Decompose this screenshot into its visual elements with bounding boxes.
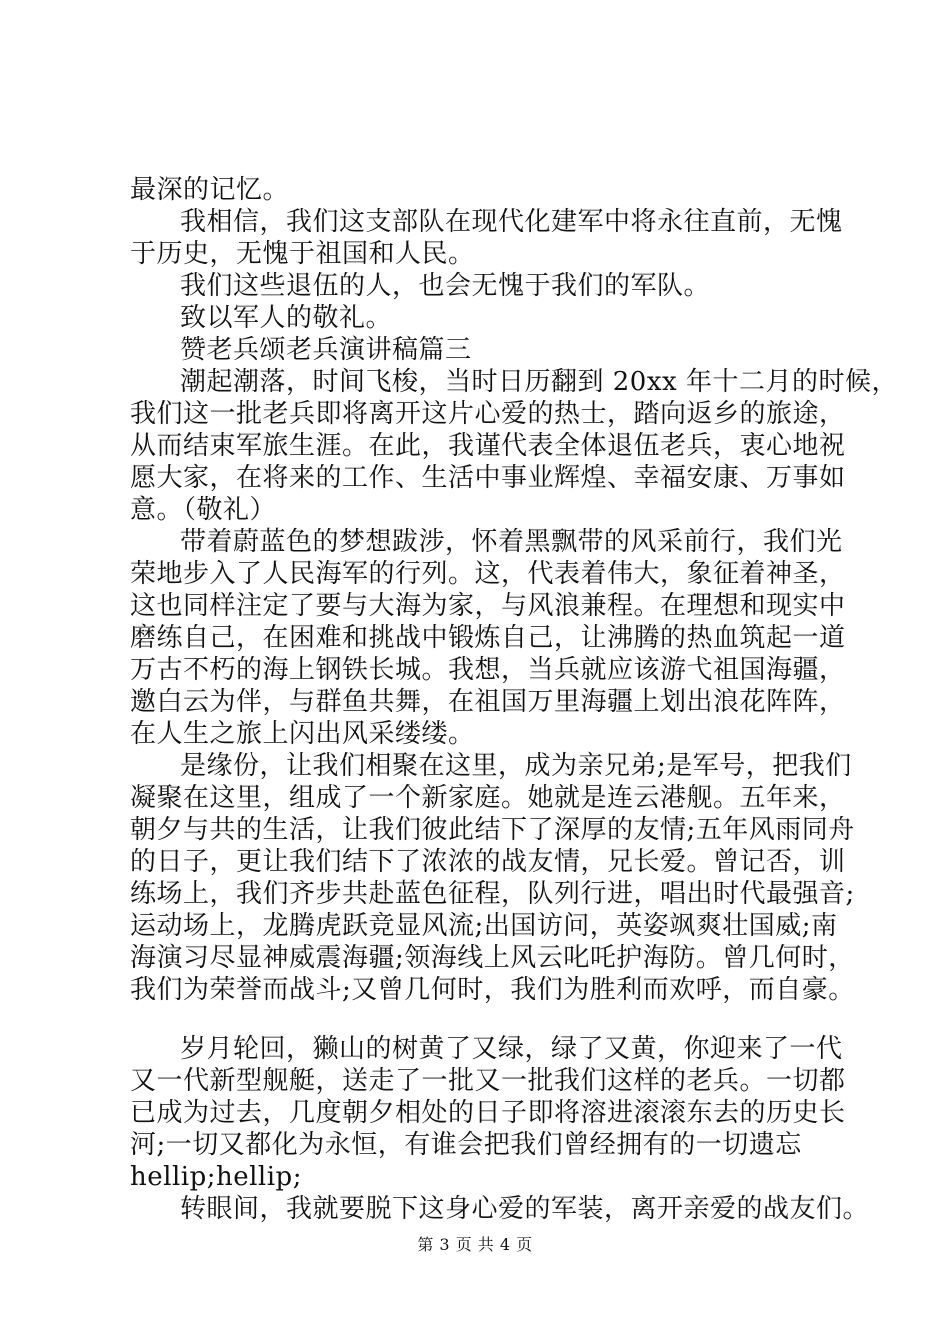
text-line: 荣地步入了人民海军的行列。这，代表着伟大，象征着神圣， [130,559,846,589]
text-line: 最深的记忆。 [130,175,290,205]
text-line: 是缘份，让我们相聚在这里，成为亲兄弟;是军号，把我们 [180,751,852,781]
text-line: 磨练自己，在困难和挑战中锻炼自己，让沸腾的热血筑起一道 [130,623,846,653]
text-line: 海演习尽显神威震海疆;领海线上风云叱吒护海防。曾几何时， [130,943,855,973]
text-line: 岁月轮回，獭山的树黄了又绿，绿了又黄，你迎来了一代 [180,1034,843,1064]
text-line: 从而结束军旅生涯。在此，我谨代表全体退伍老兵，衷心地祝 [130,431,846,461]
text-line: hellip;hellip; [130,1162,302,1192]
text-line: 转眼间，我就要脱下这身心爱的军装，离开亲爱的战友们。 [180,1194,870,1224]
text-line: 我们为荣誉而战斗;又曾几何时，我们为胜利而欢呼，而自豪。 [130,975,855,1005]
text-line: 带着蔚蓝色的梦想跋涉，怀着黑飘带的风采前行，我们光 [180,527,843,557]
text-line: 我们这一批老兵即将离开这片心爱的热士，踏向返乡的旅途， [130,399,846,429]
text-line: 的日子，更让我们结下了浓浓的战友情，兄长爱。曾记否，训 [130,847,846,877]
text-line: 万古不朽的海上钢铁长城。我想，当兵就应该游弋祖国海疆， [130,655,846,685]
text-line: 于历史，无愧于祖国和人民。 [130,239,475,269]
text-line: 又一代新型舰艇，送走了一批又一批我们这样的老兵。一切都 [130,1066,846,1096]
text-line: 朝夕与共的生活，让我们彼此结下了深厚的友情;五年风雨同舟 [130,815,855,845]
text-line: 已成为过去，几度朝夕相处的日子即将溶进滚滚东去的历史长 [130,1098,846,1128]
text-line: 在人生之旅上闪出风采缕缕。 [130,719,475,749]
text-line: 愿大家，在将来的工作、生活中事业辉煌、幸福安康、万事如 [130,463,846,493]
text-line: 河;一切又都化为永恒，有谁会把我们曾经拥有的一切遗忘 [130,1130,802,1160]
text-line: 凝聚在这里，组成了一个新家庭。她就是连云港舰。五年来， [130,783,846,813]
section-heading: 赞老兵颂老兵演讲稿篇三 [180,335,472,365]
page-number-footer: 第 3 页 共 4 页 [417,1235,533,1254]
text-line: 这也同样注定了要与大海为家，与风浪兼程。在理想和现实中 [130,591,846,621]
text-line: 我相信，我们这支部队在现代化建军中将永往直前，无愧 [180,207,843,237]
text-line: 邀白云为伴，与群鱼共舞，在祖国万里海疆上划出浪花阵阵， [130,687,846,717]
text-line: 练场上，我们齐步共赴蓝色征程，队列行进，唱出时代最强音; [130,879,855,909]
text-line: 潮起潮落，时间飞梭，当时日历翻到 20xx 年十二月的时候， [180,367,898,397]
text-line: 意。（敬礼） [130,495,277,525]
text-line: 致以军人的敬礼。 [180,303,393,333]
text-line: 我们这些退伍的人，也会无愧于我们的军队。 [180,271,711,301]
text-line: 运动场上，龙腾虎跃竞显风流;出国访问，英姿飒爽壮国威;南 [130,911,838,941]
